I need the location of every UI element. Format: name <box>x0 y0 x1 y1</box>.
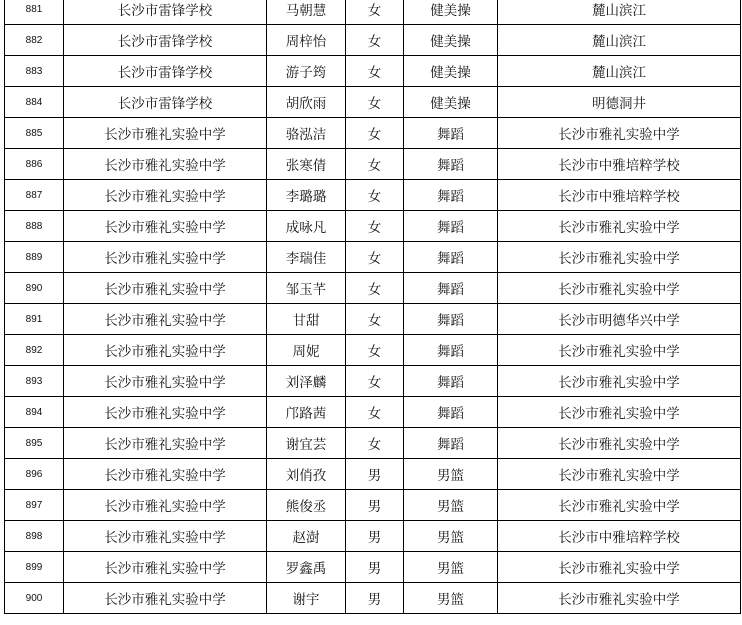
sport-cell: 舞蹈 <box>404 397 498 428</box>
name-cell: 周梓怡 <box>267 25 346 56</box>
sport-cell: 舞蹈 <box>404 304 498 335</box>
table-row <box>5 180 741 211</box>
destination-school-cell: 长沙市中雅培粹学校 <box>498 149 741 180</box>
table-row <box>5 552 741 583</box>
sport-cell: 健美操 <box>404 25 498 56</box>
sport-cell: 舞蹈 <box>404 211 498 242</box>
name-cell: 熊俊丞 <box>267 490 346 521</box>
school-cell: 长沙市雅礼实验中学 <box>64 428 267 459</box>
sport-cell: 舞蹈 <box>404 242 498 273</box>
name-cell: 游子筠 <box>267 56 346 87</box>
table-row <box>5 459 741 490</box>
gender-cell: 女 <box>346 0 404 25</box>
sport-cell: 舞蹈 <box>404 118 498 149</box>
row-number-cell: 898 <box>5 521 64 552</box>
table-row <box>5 242 741 273</box>
destination-school-cell: 长沙市雅礼实验中学 <box>498 490 741 521</box>
name-cell: 谢宜芸 <box>267 428 346 459</box>
school-cell: 长沙市雅礼实验中学 <box>64 521 267 552</box>
name-cell: 骆泓洁 <box>267 118 346 149</box>
destination-school-cell: 长沙市雅礼实验中学 <box>498 211 741 242</box>
name-cell: 邝路茜 <box>267 397 346 428</box>
table-row <box>5 583 741 614</box>
row-number-cell: 892 <box>5 335 64 366</box>
row-number-cell: 881 <box>5 0 64 25</box>
school-cell: 长沙市雷锋学校 <box>64 87 267 118</box>
gender-cell: 男 <box>346 521 404 552</box>
name-cell: 马朝慧 <box>267 0 346 25</box>
destination-school-cell: 长沙市雅礼实验中学 <box>498 397 741 428</box>
gender-cell: 男 <box>346 459 404 490</box>
row-number-cell: 893 <box>5 366 64 397</box>
table-row <box>5 335 741 366</box>
sport-cell: 舞蹈 <box>404 273 498 304</box>
row-number-cell: 896 <box>5 459 64 490</box>
gender-cell: 女 <box>346 56 404 87</box>
table-row <box>5 490 741 521</box>
school-cell: 长沙市雅礼实验中学 <box>64 304 267 335</box>
gender-cell: 女 <box>346 118 404 149</box>
sport-cell: 舞蹈 <box>404 180 498 211</box>
row-number-cell: 889 <box>5 242 64 273</box>
destination-school-cell: 长沙市中雅培粹学校 <box>498 521 741 552</box>
destination-school-cell: 长沙市雅礼实验中学 <box>498 552 741 583</box>
school-cell: 长沙市雅礼实验中学 <box>64 273 267 304</box>
row-number-cell: 890 <box>5 273 64 304</box>
table-body <box>5 0 741 614</box>
destination-school-cell: 长沙市明德华兴中学 <box>498 304 741 335</box>
name-cell: 谢宇 <box>267 583 346 614</box>
table-row <box>5 304 741 335</box>
gender-cell: 女 <box>346 87 404 118</box>
name-cell: 罗鑫禹 <box>267 552 346 583</box>
student-table <box>4 0 741 614</box>
row-number-cell: 895 <box>5 428 64 459</box>
name-cell: 周妮 <box>267 335 346 366</box>
gender-cell: 男 <box>346 552 404 583</box>
gender-cell: 女 <box>346 242 404 273</box>
name-cell: 刘俏孜 <box>267 459 346 490</box>
destination-school-cell: 长沙市雅礼实验中学 <box>498 459 741 490</box>
school-cell: 长沙市雷锋学校 <box>64 0 267 25</box>
gender-cell: 女 <box>346 335 404 366</box>
school-cell: 长沙市雅礼实验中学 <box>64 490 267 521</box>
row-number-cell: 899 <box>5 552 64 583</box>
school-cell: 长沙市雷锋学校 <box>64 25 267 56</box>
sport-cell: 舞蹈 <box>404 428 498 459</box>
table-row <box>5 366 741 397</box>
table-row <box>5 521 741 552</box>
row-number-cell: 888 <box>5 211 64 242</box>
school-cell: 长沙市雅礼实验中学 <box>64 211 267 242</box>
table-row <box>5 56 741 87</box>
name-cell: 李瑞佳 <box>267 242 346 273</box>
sport-cell: 舞蹈 <box>404 366 498 397</box>
sport-cell: 男篮 <box>404 552 498 583</box>
school-cell: 长沙市雅礼实验中学 <box>64 118 267 149</box>
destination-school-cell: 长沙市雅礼实验中学 <box>498 366 741 397</box>
row-number-cell: 885 <box>5 118 64 149</box>
school-cell: 长沙市雅礼实验中学 <box>64 149 267 180</box>
sport-cell: 健美操 <box>404 87 498 118</box>
school-cell: 长沙市雅礼实验中学 <box>64 459 267 490</box>
destination-school-cell: 长沙市雅礼实验中学 <box>498 242 741 273</box>
school-cell: 长沙市雅礼实验中学 <box>64 242 267 273</box>
row-number-cell: 887 <box>5 180 64 211</box>
destination-school-cell: 明德洞井 <box>498 87 741 118</box>
school-cell: 长沙市雷锋学校 <box>64 56 267 87</box>
table-row <box>5 211 741 242</box>
sport-cell: 舞蹈 <box>404 149 498 180</box>
table-row <box>5 149 741 180</box>
sport-cell: 男篮 <box>404 521 498 552</box>
name-cell: 邹玉芊 <box>267 273 346 304</box>
row-number-cell: 884 <box>5 87 64 118</box>
table-row <box>5 397 741 428</box>
gender-cell: 女 <box>346 428 404 459</box>
gender-cell: 女 <box>346 211 404 242</box>
gender-cell: 女 <box>346 149 404 180</box>
table-row <box>5 428 741 459</box>
row-number-cell: 897 <box>5 490 64 521</box>
school-cell: 长沙市雅礼实验中学 <box>64 180 267 211</box>
table-row <box>5 87 741 118</box>
name-cell: 甘甜 <box>267 304 346 335</box>
gender-cell: 女 <box>346 304 404 335</box>
destination-school-cell: 长沙市雅礼实验中学 <box>498 118 741 149</box>
destination-school-cell: 麓山滨江 <box>498 56 741 87</box>
sport-cell: 健美操 <box>404 0 498 25</box>
name-cell: 胡欣雨 <box>267 87 346 118</box>
name-cell: 张寒倩 <box>267 149 346 180</box>
school-cell: 长沙市雅礼实验中学 <box>64 366 267 397</box>
name-cell: 赵澍 <box>267 521 346 552</box>
sport-cell: 舞蹈 <box>404 335 498 366</box>
row-number-cell: 894 <box>5 397 64 428</box>
sport-cell: 健美操 <box>404 56 498 87</box>
name-cell: 成咏凡 <box>267 211 346 242</box>
destination-school-cell: 长沙市雅礼实验中学 <box>498 428 741 459</box>
row-number-cell: 883 <box>5 56 64 87</box>
destination-school-cell: 麓山滨江 <box>498 25 741 56</box>
table-row <box>5 118 741 149</box>
name-cell: 李璐璐 <box>267 180 346 211</box>
school-cell: 长沙市雅礼实验中学 <box>64 583 267 614</box>
gender-cell: 男 <box>346 583 404 614</box>
destination-school-cell: 麓山滨江 <box>498 0 741 25</box>
school-cell: 长沙市雅礼实验中学 <box>64 335 267 366</box>
sport-cell: 男篮 <box>404 459 498 490</box>
row-number-cell: 900 <box>5 583 64 614</box>
table-row <box>5 25 741 56</box>
gender-cell: 女 <box>346 273 404 304</box>
gender-cell: 女 <box>346 397 404 428</box>
sport-cell: 男篮 <box>404 490 498 521</box>
row-number-cell: 886 <box>5 149 64 180</box>
gender-cell: 女 <box>346 180 404 211</box>
table-row <box>5 273 741 304</box>
destination-school-cell: 长沙市中雅培粹学校 <box>498 180 741 211</box>
row-number-cell: 891 <box>5 304 64 335</box>
destination-school-cell: 长沙市雅礼实验中学 <box>498 583 741 614</box>
row-number-cell: 882 <box>5 25 64 56</box>
name-cell: 刘泽麟 <box>267 366 346 397</box>
gender-cell: 女 <box>346 366 404 397</box>
sport-cell: 男篮 <box>404 583 498 614</box>
gender-cell: 男 <box>346 490 404 521</box>
gender-cell: 女 <box>346 25 404 56</box>
destination-school-cell: 长沙市雅礼实验中学 <box>498 273 741 304</box>
school-cell: 长沙市雅礼实验中学 <box>64 397 267 428</box>
table-row <box>5 0 741 25</box>
destination-school-cell: 长沙市雅礼实验中学 <box>498 335 741 366</box>
school-cell: 长沙市雅礼实验中学 <box>64 552 267 583</box>
